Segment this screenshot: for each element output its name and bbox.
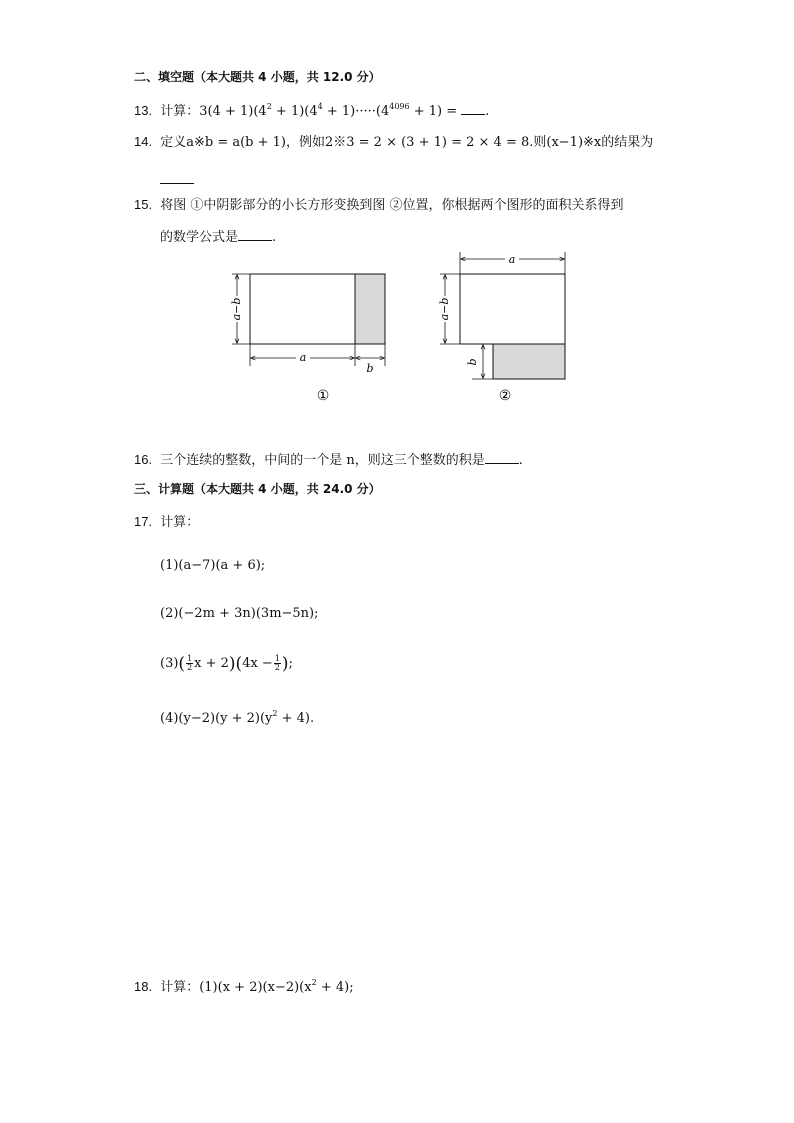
label-b-fig2: b	[466, 358, 479, 366]
question-13: 13. 计算：$3(4 + 1)(4^2 + 1)(4^4 + 1)\cdot\cdot\cdot\cdot\cdot(4^{4096} + 1)$ = .	[134, 102, 490, 119]
caption-figure-2: ②	[498, 388, 512, 404]
question-15	[134, 194, 623, 213]
label-a-minus-b: a−b	[230, 297, 243, 321]
figure-2	[438, 252, 565, 404]
figure-2-shaded-rect	[493, 344, 565, 379]
question-16: 16. 三个连续的整数，中间的一个是 n，则这三个整数的积是 .	[134, 452, 523, 468]
question-14-text: 定义a※b = a(b + 1)，例如2※3 = 2 × (3 + 1) = 2 × 4 = 8.则(x−1)※x的结果为	[160, 135, 654, 150]
question-number: 17.	[134, 514, 153, 529]
question-number: 15.	[134, 197, 153, 212]
fraction-half: $\frac{1}{2}$	[274, 654, 280, 672]
question-15-text: 将图 ①中阴影部分的小长方形变换到图 ②位置，你根据两个图形的面积关系得到	[160, 198, 624, 213]
section-2-header: 二、填空题（本大题共 4 小题，共 12.0 分）	[134, 70, 381, 84]
label-b: b	[366, 362, 374, 375]
answer-blank[interactable]	[461, 113, 485, 115]
label-a: a	[299, 351, 307, 364]
question-number: 13.	[134, 103, 153, 118]
caption-figure-1: ①	[316, 388, 330, 404]
question-15-line2: 的数学公式是 .	[160, 230, 277, 245]
fraction-half: $\frac{1}{2}$	[187, 654, 193, 672]
figure-1-shaded-rect	[355, 274, 385, 344]
figure-1	[230, 274, 385, 404]
answer-blank[interactable]	[485, 462, 519, 464]
label-a-minus-b-fig2: a−b	[438, 297, 451, 321]
question-17-part-4: $(4)(y-2)(y + 2)(y^2 + 4)$.	[160, 709, 315, 726]
figure-2-rect	[460, 274, 565, 344]
question-number: 18.	[134, 979, 153, 994]
question-17-part-2: (2)(−2m + 3n)(3m−5n);	[160, 606, 319, 621]
question-17: 17. 计算：	[134, 514, 200, 530]
question-number: 14.	[134, 134, 153, 149]
label-a-fig2: a	[508, 253, 516, 266]
area-figure	[220, 244, 580, 409]
question-14-blank[interactable]	[160, 173, 194, 188]
question-14	[134, 131, 653, 150]
answer-blank[interactable]	[238, 239, 272, 241]
question-17-part-1: (1)(a−7)(a + 6);	[160, 558, 266, 573]
question-number: 16.	[134, 452, 153, 467]
question-17-part-3: (3)( $\frac{1}{2}$ x + 2)(4x − $\frac{1}{2}$ );	[160, 654, 293, 674]
section-3-header: 三、计算题（本大题共 4 小题，共 24.0 分）	[134, 482, 381, 496]
question-18: 18. 计算：$(1)(x + 2)(x-2)(x^2 + 4)$;	[134, 978, 354, 995]
